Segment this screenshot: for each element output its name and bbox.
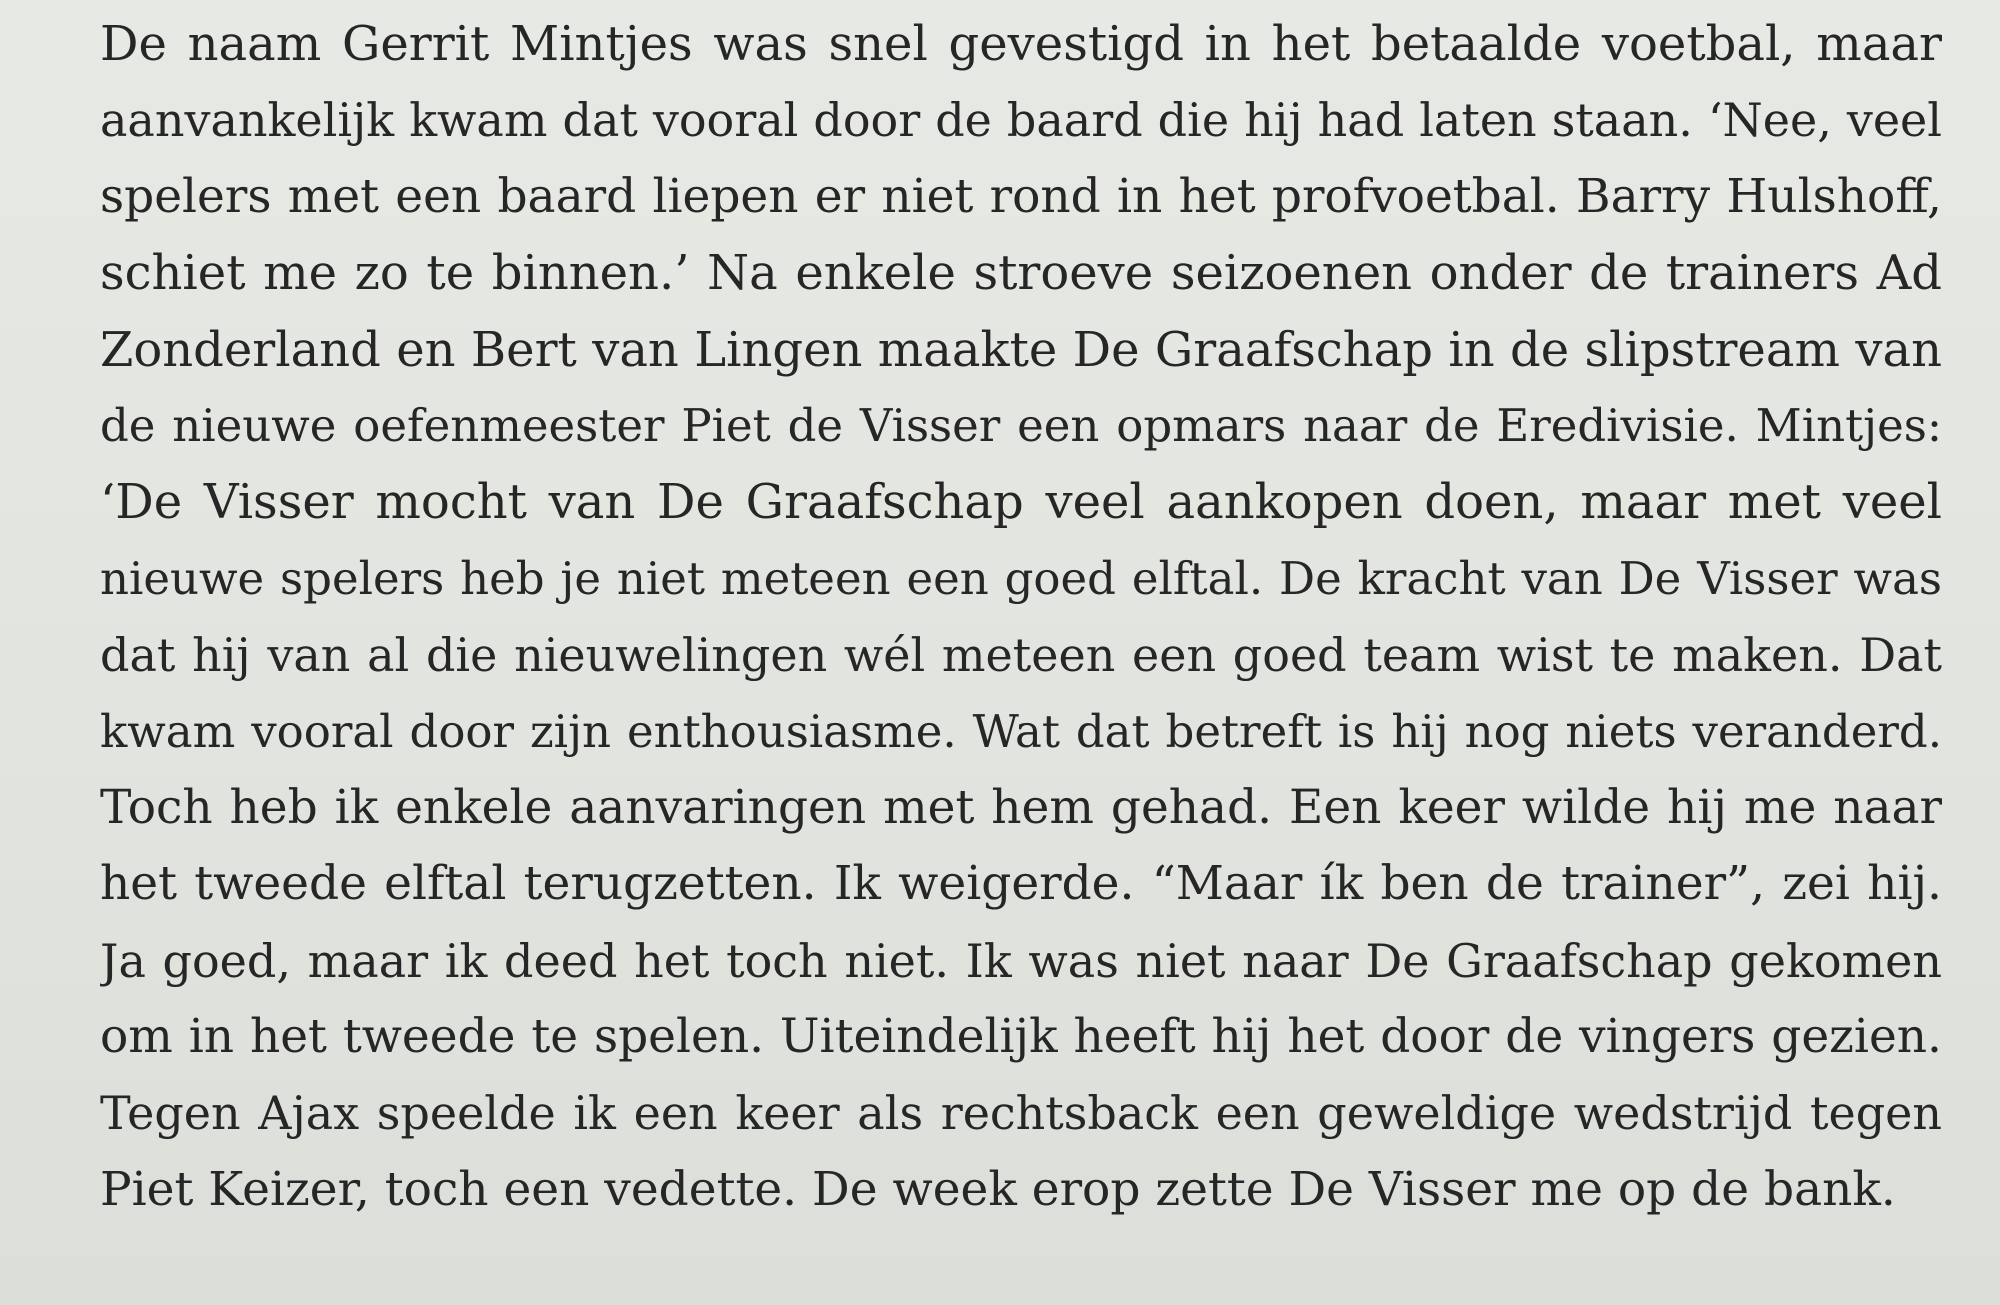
text-line-15: Tegen Ajax speelde ik een keer als rechtsback een geweldige wedstrijd tegen bbox=[100, 1086, 1942, 1141]
text-line-16: Piet Keizer, toch een vedette. De week erop zette De Visser me op de bank. bbox=[100, 1161, 1896, 1217]
text-line-6: de nieuwe oefenmeester Piet de Visser een opmars naar de Eredivisie. Mintjes: bbox=[100, 398, 1942, 452]
text-line-10: kwam vooral door zijn enthousiasme. Wat dat betreft is hij nog niets veranderd. bbox=[100, 704, 1942, 758]
text-line-14: om in het tweede te spelen. Uiteindelijk heeft hij het door de vingers gezien. bbox=[100, 1009, 1942, 1065]
text-line-7: ‘De Visser mocht van De Graafschap veel aankopen doen, maar met veel bbox=[100, 474, 1942, 531]
text-line-2: aanvankelijk kwam dat vooral door de baard die hij had laten staan. ‘Nee, veel bbox=[100, 93, 1942, 148]
text-line-1: De naam Gerrit Mintjes was snel gevestigd in het betaalde voetbal, maar bbox=[100, 16, 1942, 72]
text-line-5: Zonderland en Bert van Lingen maakte De Graafschap in de slipstream van bbox=[100, 321, 1942, 378]
body-paragraph bbox=[100, 6, 1942, 1228]
text-line-9: dat hij van al die nieuwelingen wél meteen een goed team wist te maken. Dat bbox=[100, 628, 1942, 683]
text-line-8: nieuwe spelers heb je niet meteen een goed elftal. De kracht van De Visser was bbox=[100, 551, 1942, 605]
text-line-11: Toch heb ik enkele aanvaringen met hem gehad. Een keer wilde hij me naar bbox=[100, 779, 1942, 835]
text-line-13: Ja goed, maar ik deed het toch niet. Ik was niet naar De Graafschap gekomen bbox=[100, 933, 1942, 988]
text-line-4: schiet me zo te binnen.’ Na enkele stroeve seizoenen onder de trainers Ad bbox=[100, 245, 1942, 302]
text-line-3: spelers met een baard liepen er niet rond in het profvoetbal. Barry Hulshoff, bbox=[100, 168, 1942, 224]
text-line-12: het tweede elftal terugzetten. Ik weigerde. “Maar ík ben de trainer”, zei hij. bbox=[100, 856, 1942, 912]
